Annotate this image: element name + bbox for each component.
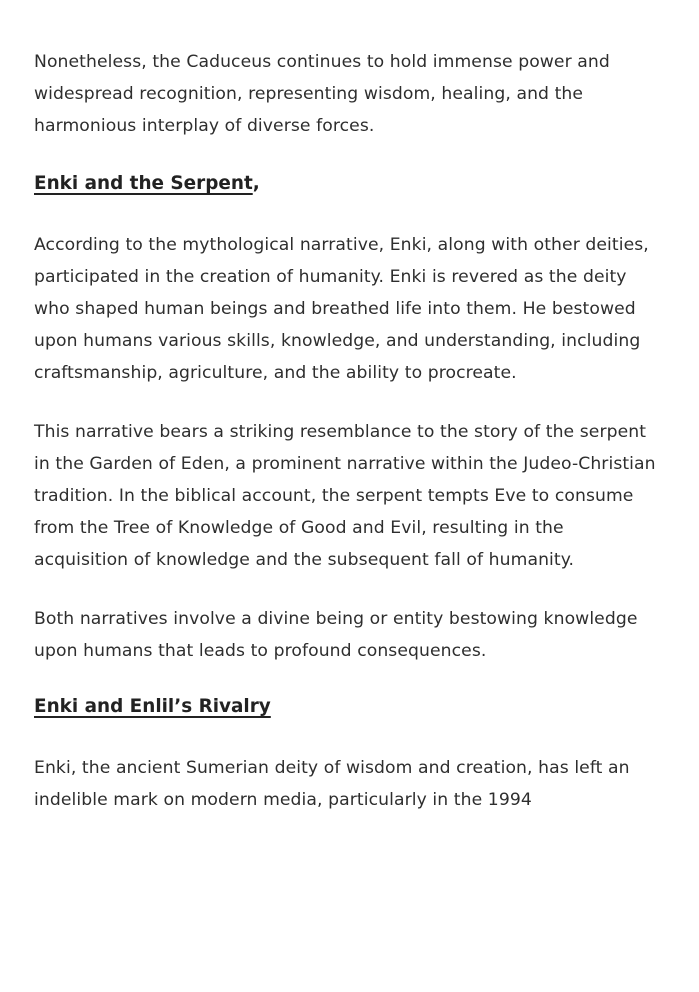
heading-enki-and-the-serpent-text: Enki and the Serpent bbox=[34, 173, 253, 194]
heading-block-enki-and-the-serpent bbox=[34, 169, 657, 199]
paragraph-caduceus: Nonetheless, the Caduceus continues to hold immense power and widespread recognition, representing wisdom, healing, and the harmonious interplay of diverse forces. bbox=[34, 52, 610, 136]
heading-block-enki-and-enlils-rivalry bbox=[34, 692, 657, 722]
heading-enki-and-enlils-rivalry-text: Enki and Enlil’s Rivalry bbox=[34, 696, 271, 717]
paragraph-creation-of-humanity: According to the mythological narrative, Enki, along with other deities, participated in the creation of humanity. Enki is revered as the deity who shaped human beings and breathed life into them. He bestowed upon humans various skills, knowledge, and understanding, including craftsmanship, agriculture, and the ability to procreate. bbox=[34, 235, 649, 383]
paragraph-garden-of-eden: This narrative bears a striking resemblance to the story of the serpent in the Garden of Eden, a prominent narrative within the Judeo-Christian tradition. In the biblical account, the serpent tempts Eve to consume from the Tree of Knowledge of Good and Evil, resulting in the acquisition of knowledge and the subsequent fall of humanity. bbox=[34, 422, 656, 570]
heading-enki-and-the-serpent bbox=[34, 169, 657, 199]
heading-enki-and-enlils-rivalry bbox=[34, 692, 657, 722]
heading-enki-and-the-serpent-trailing: , bbox=[252, 173, 260, 194]
paragraph-modern-media: Enki, the ancient Sumerian deity of wisdom and creation, has left an indelible mark on modern media, particularly in the 1994 bbox=[34, 758, 630, 810]
paragraph-both-narratives: Both narratives involve a divine being or entity bestowing knowledge upon humans that leads to profound consequences. bbox=[34, 609, 638, 661]
